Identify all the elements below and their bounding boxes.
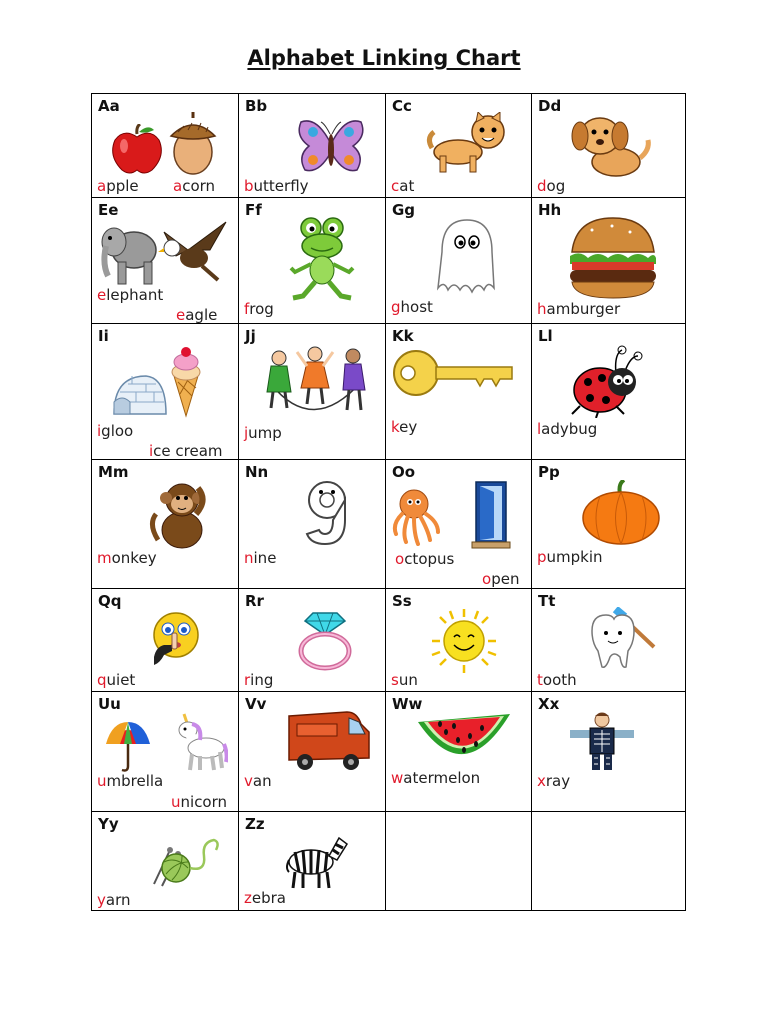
word-label: monkey <box>97 549 157 567</box>
word-label: octopus <box>395 550 455 568</box>
cell-mm <box>92 460 239 589</box>
chart-row <box>92 812 686 911</box>
letter-pair: Pp <box>538 463 560 481</box>
letter-pair: Hh <box>538 201 562 219</box>
cell-ss <box>386 589 532 692</box>
jump-rope-icon <box>257 344 375 424</box>
letter-pair: Qq <box>98 592 122 610</box>
cell-nn <box>239 460 386 589</box>
cell-pp <box>532 460 686 589</box>
word-label: umbrella <box>97 772 164 790</box>
chart-row <box>92 692 686 812</box>
acorn-icon <box>168 112 218 176</box>
word-label: ladybug <box>537 420 598 438</box>
word-label: watermelon <box>391 769 481 787</box>
apple-icon <box>110 124 164 174</box>
word-label: elephant <box>97 286 164 304</box>
igloo-icon <box>112 372 168 416</box>
letter-pair: Ss <box>392 592 412 610</box>
chart-row <box>92 589 686 692</box>
word-label: jump <box>244 424 282 442</box>
cell-xx <box>532 692 686 812</box>
van-icon <box>285 710 371 774</box>
frog-icon <box>289 216 355 302</box>
letter-pair: Bb <box>245 97 268 115</box>
alphabet-chart-grid <box>91 93 686 911</box>
butterfly-icon <box>295 116 367 178</box>
ghost-icon <box>432 218 502 296</box>
elephant-icon <box>100 220 158 286</box>
letter-pair: Yy <box>98 815 119 833</box>
word-label: frog <box>244 300 274 318</box>
letter-pair: Xx <box>538 695 560 713</box>
letter-pair: Zz <box>245 815 265 833</box>
word-label: yarn <box>97 891 131 909</box>
cell-zz <box>239 812 386 911</box>
letter-pair: Tt <box>538 592 556 610</box>
letter-pair: Ll <box>538 327 553 345</box>
chart-row <box>92 460 686 589</box>
cell-ff <box>239 198 386 324</box>
cell-yy <box>92 812 239 911</box>
word-label: quiet <box>97 671 136 689</box>
cell-oo <box>386 460 532 589</box>
cell-jj <box>239 324 386 460</box>
eagle-icon <box>158 220 228 282</box>
letter-pair: Ee <box>98 201 119 219</box>
cat-icon <box>424 112 510 176</box>
word-label: sun <box>391 671 418 689</box>
quiet-face-icon <box>150 611 202 667</box>
cell-ii <box>92 324 239 460</box>
open-door-icon <box>470 480 512 550</box>
hamburger-icon <box>568 216 658 300</box>
word-label: nine <box>244 549 277 567</box>
cell-bb <box>239 94 386 198</box>
watermelon-icon <box>416 710 512 768</box>
cell-aa <box>92 94 239 198</box>
key-icon <box>392 348 516 398</box>
word-label: dog <box>537 177 566 195</box>
word-label: apple <box>97 177 139 195</box>
cell-ee <box>92 198 239 324</box>
empty-cell <box>386 812 532 911</box>
unicorn-icon <box>172 710 228 772</box>
ice-cream-icon <box>170 346 202 418</box>
sun-icon <box>430 609 498 673</box>
letter-pair: Uu <box>98 695 121 713</box>
letter-pair: Vv <box>245 695 267 713</box>
word-label: acorn <box>173 177 216 195</box>
xray-icon <box>568 712 636 772</box>
word-label: eagle <box>176 306 218 324</box>
letter-pair: Cc <box>392 97 412 115</box>
letter-pair: Jj <box>245 327 256 345</box>
letter-pair: Ff <box>245 201 262 219</box>
cell-hh <box>532 198 686 324</box>
word-label: key <box>391 418 418 436</box>
word-label: hamburger <box>537 300 621 318</box>
cell-ww <box>386 692 532 812</box>
word-label: cat <box>391 177 415 195</box>
letter-pair: Oo <box>392 463 416 481</box>
letter-pair: Gg <box>392 201 416 219</box>
cell-ll <box>532 324 686 460</box>
letter-pair: Kk <box>392 327 414 345</box>
cell-rr <box>239 589 386 692</box>
chart-row <box>92 324 686 460</box>
letter-pair: Nn <box>245 463 269 481</box>
ladybug-icon <box>568 344 644 418</box>
chart-row <box>92 198 686 324</box>
word-label: pumpkin <box>537 548 603 566</box>
monkey-icon <box>148 480 212 550</box>
word-label: unicorn <box>171 793 228 811</box>
word-label: butterfly <box>244 177 309 195</box>
cell-vv <box>239 692 386 812</box>
cell-dd <box>532 94 686 198</box>
cell-kk <box>386 324 532 460</box>
yarn-icon <box>148 832 222 890</box>
dog-icon <box>570 110 654 180</box>
letter-pair: Dd <box>538 97 562 115</box>
word-label: xray <box>537 772 571 790</box>
cell-cc <box>386 94 532 198</box>
word-label: ring <box>244 671 274 689</box>
empty-cell <box>532 812 686 911</box>
letter-pair: Rr <box>245 592 264 610</box>
letter-pair: Ww <box>392 695 423 713</box>
cell-tt <box>532 589 686 692</box>
word-label: zebra <box>244 889 286 907</box>
nine-icon <box>303 480 353 546</box>
octopus-icon <box>390 488 442 546</box>
word-label: igloo <box>97 422 134 440</box>
pumpkin-icon <box>580 480 662 546</box>
letter-pair: Mm <box>98 463 129 481</box>
cell-qq <box>92 589 239 692</box>
word-label: tooth <box>537 671 577 689</box>
cell-gg <box>386 198 532 324</box>
word-label: open <box>482 570 520 588</box>
word-label: van <box>244 772 272 790</box>
cell-uu <box>92 692 239 812</box>
umbrella-icon <box>104 722 152 774</box>
ring-icon <box>297 609 353 671</box>
zebra-icon <box>285 830 349 890</box>
word-label: ice cream <box>149 442 223 460</box>
letter-pair: Ii <box>98 327 109 345</box>
tooth-icon <box>588 607 658 671</box>
word-label: ghost <box>391 298 433 316</box>
page-title: Alphabet Linking Chart <box>247 46 521 70</box>
letter-pair: Aa <box>98 97 120 115</box>
chart-row <box>92 94 686 198</box>
